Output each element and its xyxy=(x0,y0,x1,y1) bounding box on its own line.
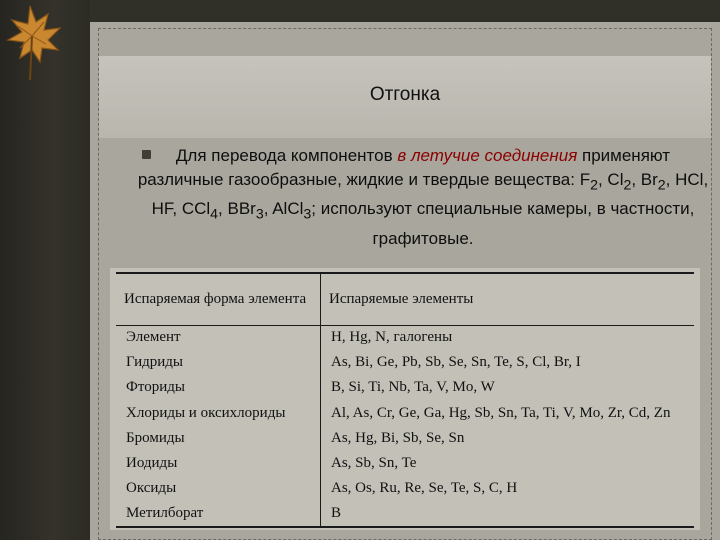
table-cell-elements: As, Bi, Ge, Pb, Sb, Se, Sn, Te, S, Cl, Br, I xyxy=(331,354,581,371)
subscript: 2 xyxy=(590,176,598,193)
table-header-form: Испаряемая форма элемента xyxy=(116,273,321,325)
table-image xyxy=(110,268,700,530)
table-header-row xyxy=(116,273,694,325)
table-cell-form: Оксиды xyxy=(116,476,321,501)
volatile-forms-table xyxy=(116,272,694,528)
paragraph-text: ; используют специальные камеры, в частности, графитовые. xyxy=(311,199,695,249)
table-cell-form: Гидриды xyxy=(116,350,321,375)
table-cell-form: Фториды xyxy=(116,375,321,400)
table-header-elements: Испаряемые элементы xyxy=(329,290,474,307)
table-cell-elements: B, Si, Ti, Nb, Ta, V, Mo, W xyxy=(331,379,495,396)
table-row xyxy=(116,451,694,476)
slide-paragraph xyxy=(134,144,712,251)
table-row xyxy=(116,426,694,451)
table-cell-elements: As, Hg, Bi, Sb, Se, Sn xyxy=(331,429,465,446)
background-top-strip xyxy=(90,0,720,22)
table-cell-form: Хлориды и оксихлориды xyxy=(116,401,321,426)
table-cell-elements: Al, As, Cr, Ge, Ga, Hg, Sb, Sn, Ta, Ti, V, Mo, Zr, Cd, Zn xyxy=(331,404,671,421)
paragraph-text: применяют различные газообразные, жидкие и твердые вещества: F xyxy=(137,146,671,189)
table-row xyxy=(116,375,694,400)
table-cell-elements: As, Sb, Sn, Te xyxy=(331,455,417,472)
paragraph-text: , Cl xyxy=(597,169,624,189)
slide-title: Отгонка xyxy=(369,84,441,105)
table-cell-form: Метилборат xyxy=(116,501,321,526)
table-row xyxy=(116,401,694,426)
autumn-leaf-icon xyxy=(0,0,90,90)
subscript: 3 xyxy=(255,206,264,223)
table-cell-form: Иодиды xyxy=(116,451,321,476)
table-row xyxy=(116,476,694,501)
table-row xyxy=(116,350,694,375)
paragraph-text: , BBr xyxy=(218,199,256,219)
table-cell-elements: As, Os, Ru, Re, Se, Te, S, C, H xyxy=(331,480,518,497)
table-cell-form: Элемент xyxy=(116,325,321,350)
paragraph-text: , HCl, HF, CCl xyxy=(151,169,709,219)
table-cell-form: Бромиды xyxy=(116,426,321,451)
table-row xyxy=(116,325,694,350)
paragraph-emphasis: в летучие соединения xyxy=(397,146,578,165)
subscript: 3 xyxy=(303,206,312,223)
table-row xyxy=(116,501,694,526)
paragraph-text: , AlCl xyxy=(263,199,304,219)
subscript: 2 xyxy=(657,176,666,193)
subscript: 4 xyxy=(210,206,219,223)
table-cell-elements: B xyxy=(331,504,342,521)
paragraph-text: Для перевода компонентов xyxy=(175,146,398,165)
paragraph-text: , Br xyxy=(631,169,658,189)
subscript: 2 xyxy=(623,176,632,193)
table-cell-elements: H, Hg, N, галогены xyxy=(331,329,453,346)
